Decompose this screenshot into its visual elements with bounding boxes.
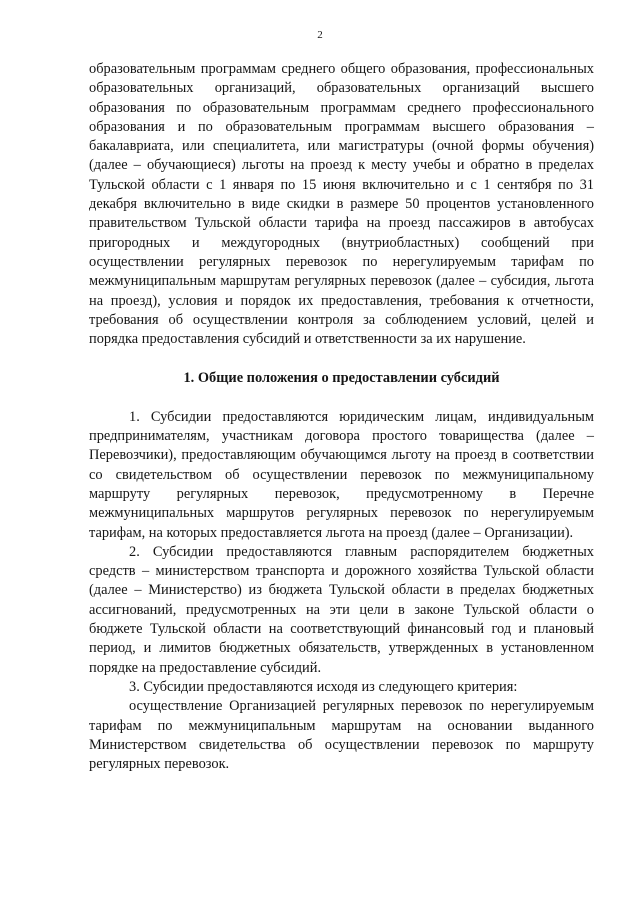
section-heading: 1. Общие положения о предоставлении субсидий bbox=[183, 370, 500, 387]
clause-3: 3. Субсидии предоставляются исходя из следующего критерия: bbox=[129, 678, 518, 695]
clause-1: 1. Субсидии предоставляются юридическим лицам, индивидуальным предпринимателям, участникам договора простого товарищества (далее – Перевозчики), предоставляющим обучающимся льготу на проезд в соответствии со свидетельством об осуществлении перевозок по межмуниципальному маршруту регулярных перевозок, предусмотренному в Перечне межмуниципальных маршрутов регулярных перевозок по нерегулируемым тарифам, на которых предоставляется льгота на проезд (далее – Организации). bbox=[89, 408, 594, 541]
document-body bbox=[89, 60, 594, 774]
clause-2: 2. Субсидии предоставляются главным распорядителем бюджетных средств – министерством транспорта и дорожного хозяйства Тульской области (далее – Министерство) из бюджета Тульской области в пределах бюджетных ассигнований, предусмотренных на эти цели в законе Тульской области о бюджете Тульской области на соответствующий финансовый год и плановый период, и лимитов бюджетных обязательств, утвержденных в установленном порядке на предоставление субсидий. bbox=[89, 543, 594, 676]
page-number: 2 bbox=[317, 29, 323, 41]
intro-paragraph: образовательным программам среднего общего образования, профессиональных образовательных организаций, образовательных организаций высшего образования по образовательным программам среднего профессионального образования и по образовательным программам высшего образования – бакалавриата, или специалитета, или магистратуры (очной формы обучения) (далее – обучающиеся) льготы на проезд к месту учебы и обратно в пределах Тульской области с 1 января по 15 июня включительно и с 1 сентября по 31 декабря включительно в виде скидки в размере 50 процентов установленного правительством Тульской области тарифа на проезд пассажиров в автобусах пригородных и междугородных (внутриобластных) сообщений при осуществлении регулярных перевозок по нерегулируемым тарифам по межмуниципальным маршрутам регулярных перевозок (далее – субсидия, льгота на проезд), условия и порядок их предоставления, требования к отчетности, требования об осуществлении контроля за соблюдением условий, целей и порядка предоставления субсидий и ответственности за их нарушение. bbox=[89, 61, 594, 348]
criterion-paragraph: осуществление Организацией регулярных перевозок по нерегулируемым тарифам по межмуниципальным маршрутам на основании выданного Министерством свидетельства об осуществлении перевозок по маршруту регулярных перевозок. bbox=[89, 698, 594, 773]
